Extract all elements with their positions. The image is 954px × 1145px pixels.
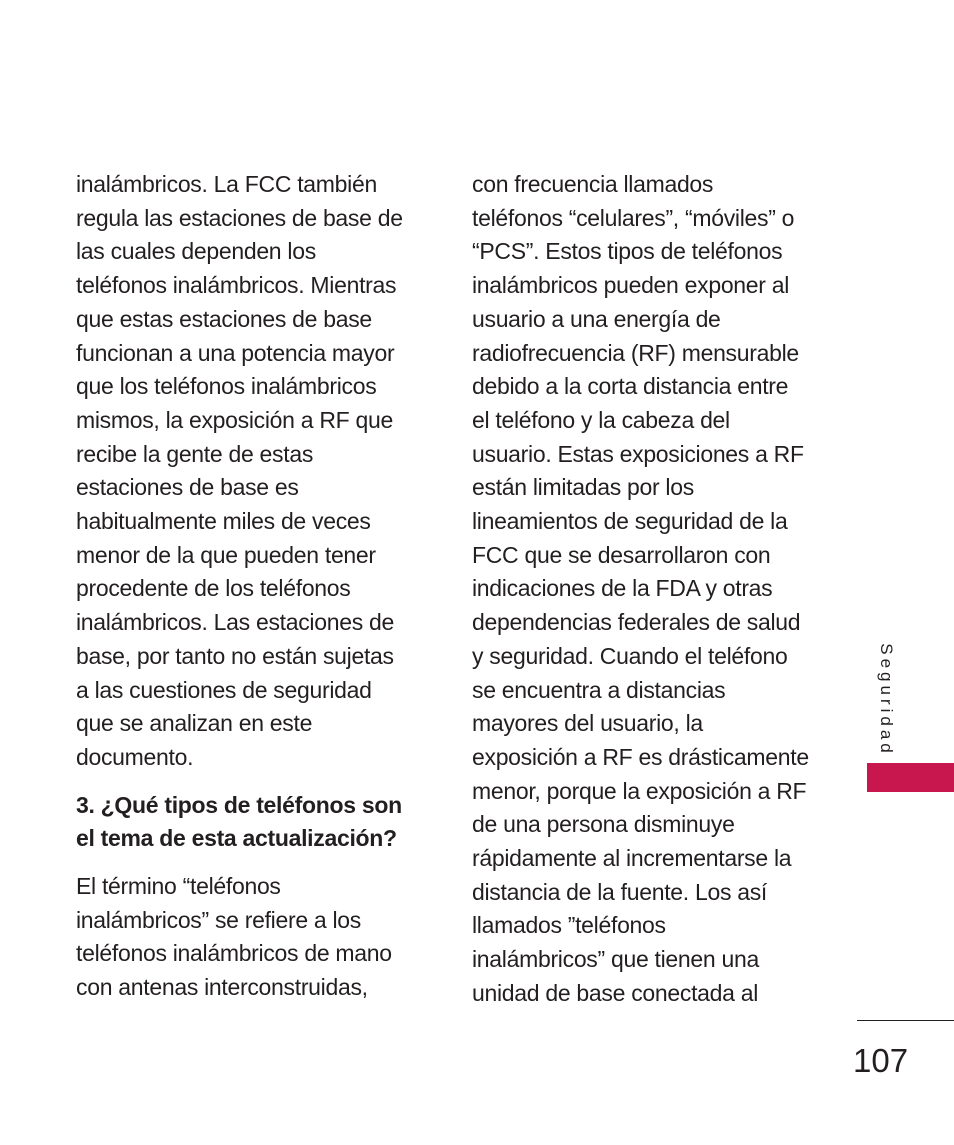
text-line: regula las estaciones de base de <box>76 204 403 231</box>
page-number: 107 <box>853 1042 909 1079</box>
text-line: de una persona disminuye <box>472 811 735 838</box>
body-paragraph <box>472 168 822 1011</box>
text-line: documento. <box>76 743 194 770</box>
text-line: debido a la corta distancia entre <box>472 373 789 400</box>
text-line: rápidamente al incrementarse la <box>472 845 792 872</box>
text-line: mayores del usuario, la <box>472 710 703 737</box>
text-line: que estas estaciones de base <box>76 305 372 332</box>
text-line: inalámbricos” se refiere a los <box>76 906 362 933</box>
right-column <box>472 168 822 1011</box>
text-line: lineamientos de seguridad de la <box>472 508 788 535</box>
text-line: llamados ”teléfonos <box>472 912 666 939</box>
body-paragraph <box>76 168 426 775</box>
text-line: recibe la gente de estas <box>76 440 314 467</box>
text-line: y seguridad. Cuando el teléfono <box>472 642 788 669</box>
text-line: teléfonos inalámbricos. Mientras <box>76 272 397 299</box>
text-line: las cuales dependen los <box>76 238 316 265</box>
text-line: habitualmente miles de veces <box>76 508 371 535</box>
text-line: procedente de los teléfonos <box>76 575 351 602</box>
text-line: usuario. Estas exposiciones a RF <box>472 440 804 467</box>
left-column <box>76 168 426 1005</box>
text-line: funcionan a una potencia mayor <box>76 339 395 366</box>
text-line: estaciones de base es <box>76 474 299 501</box>
text-line: indicaciones de la FDA y otras <box>472 575 773 602</box>
page-number-rule <box>857 1020 954 1021</box>
text-line: usuario a una energía de <box>472 305 721 332</box>
section-heading <box>76 789 426 856</box>
text-line: a las cuestiones de seguridad <box>76 676 372 703</box>
text-line: el teléfono y la cabeza del <box>472 406 730 433</box>
body-paragraph <box>76 870 426 1005</box>
text-line: “PCS”. Estos tipos de teléfonos <box>472 238 783 265</box>
text-line: exposición a RF es drásticamente <box>472 743 809 770</box>
heading-line: 3. ¿Qué tipos de teléfonos son <box>76 791 402 818</box>
text-line: que los teléfonos inalámbricos <box>76 373 377 400</box>
text-line: con frecuencia llamados <box>472 171 714 197</box>
text-line: El término “teléfonos <box>76 873 281 900</box>
text-line: menor, porque la exposición a RF <box>472 777 807 804</box>
text-line: que se analizan en este <box>76 710 313 737</box>
text-line: mismos, la exposición a RF que <box>76 406 393 433</box>
text-line: inalámbricos pueden exponer al <box>472 272 790 299</box>
text-line: con antenas interconstruidas, <box>76 974 368 1001</box>
text-line: distancia de la fuente. Los así <box>472 878 768 905</box>
text-line: inalámbricos. Las estaciones de <box>76 609 394 636</box>
text-line: teléfonos “celulares”, “móviles” o <box>472 204 795 231</box>
side-tab-accent-bar <box>867 763 954 792</box>
text-line: inalámbricos. La FCC también <box>76 171 377 197</box>
side-tab-label: Seguridad <box>877 643 896 757</box>
text-line: base, por tanto no están sujetas <box>76 642 394 669</box>
heading-line: el tema de esta actualización? <box>76 825 397 852</box>
text-line: se encuentra a distancias <box>472 676 726 703</box>
text-line: radiofrecuencia (RF) mensurable <box>472 339 799 366</box>
text-line: unidad de base conectada al <box>472 979 759 1006</box>
text-line: teléfonos inalámbricos de mano <box>76 940 392 967</box>
text-line: inalámbricos” que tienen una <box>472 946 759 973</box>
text-line: FCC que se desarrollaron con <box>472 541 771 568</box>
text-line: dependencias federales de salud <box>472 609 801 636</box>
text-line: menor de la que pueden tener <box>76 541 376 568</box>
text-line: están limitadas por los <box>472 474 694 501</box>
